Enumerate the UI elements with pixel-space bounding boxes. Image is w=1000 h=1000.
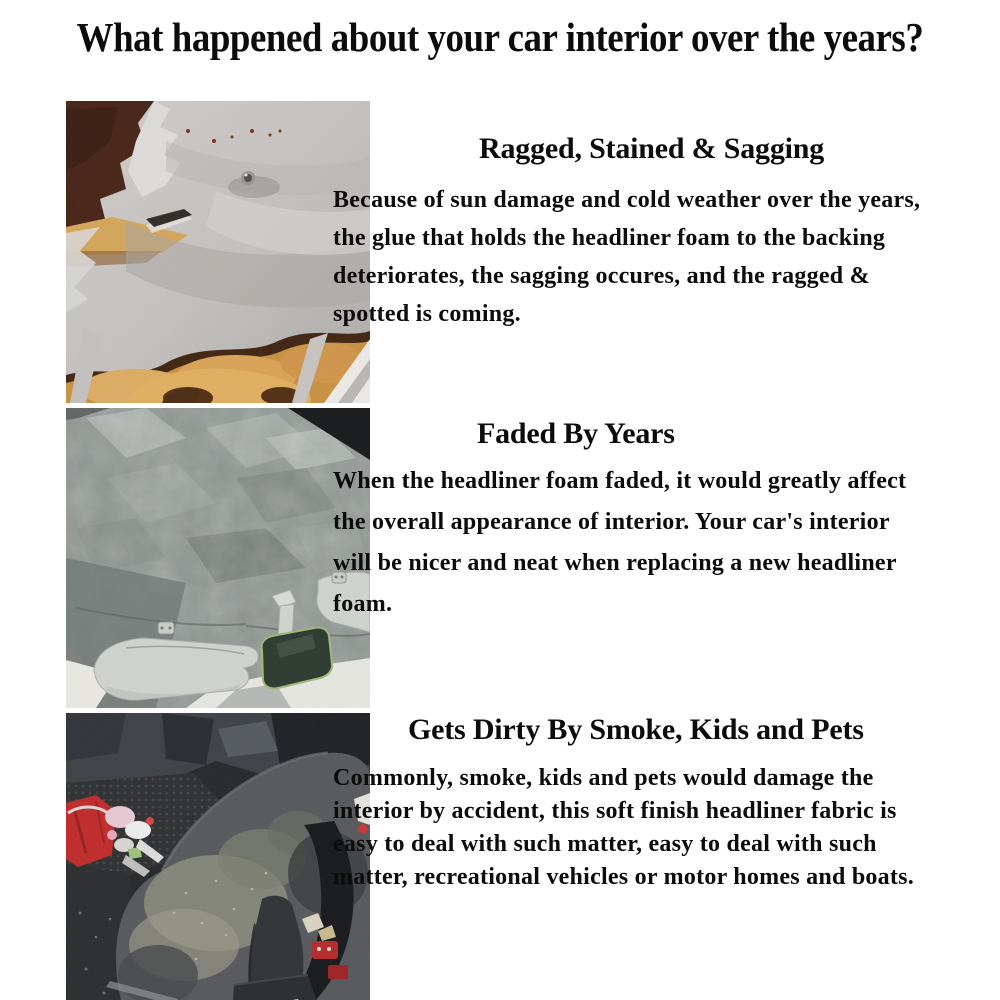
dirty-seat-illustration	[66, 713, 370, 1000]
body-line: will be nicer and neat when replacing a new headliner	[333, 550, 897, 576]
photo-dirty-seat	[66, 713, 370, 1000]
body-line: Commonly, smoke, kids and pets would damage the	[333, 765, 874, 791]
body-line: spotted is coming.	[333, 301, 521, 327]
body-line: deteriorates, the sagging occures, and the ragged &	[333, 263, 870, 289]
section-heading-faded: Faded By Years	[477, 417, 675, 450]
section-body-faded	[333, 461, 906, 625]
body-line: When the headliner foam faded, it would greatly affect	[333, 468, 907, 494]
photo-ragged-headliner	[66, 101, 370, 403]
section-body-dirty	[333, 762, 914, 894]
body-line: the overall appearance of interior. Your car's interior	[333, 509, 890, 535]
ragged-headliner-illustration	[66, 101, 370, 403]
faded-headliner-illustration	[66, 408, 370, 708]
photo-faded-headliner	[66, 408, 370, 708]
body-line: Because of sun damage and cold weather over the years,	[333, 187, 921, 213]
body-line: matter, recreational vehicles or motor homes and boats.	[333, 864, 915, 890]
section-heading-ragged: Ragged, Stained & Sagging	[479, 132, 825, 165]
page-title: What happened about your car interior over the years?	[76, 14, 924, 60]
section-heading-dirty: Gets Dirty By Smoke, Kids and Pets	[408, 713, 864, 746]
section-body-ragged	[333, 181, 920, 333]
body-line: easy to deal with such matter, easy to deal with such	[333, 831, 877, 857]
body-line: foam.	[333, 591, 393, 617]
body-line: interior by accident, this soft finish headliner fabric is	[333, 798, 897, 824]
body-line: the glue that holds the headliner foam to the backing	[333, 225, 886, 251]
